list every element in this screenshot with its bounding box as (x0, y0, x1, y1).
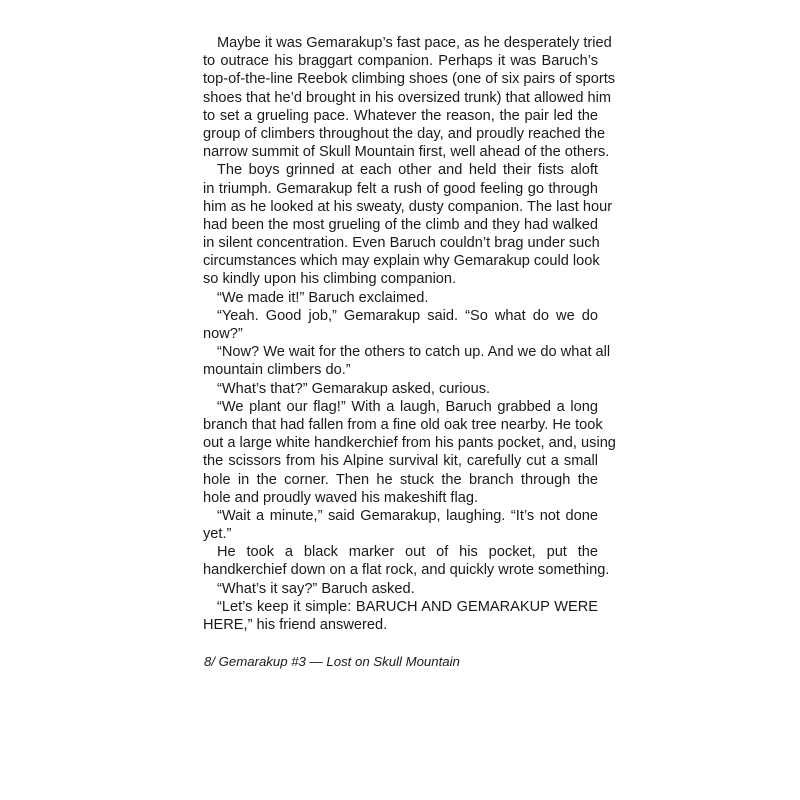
text-line: yet.” (203, 526, 232, 543)
text-line: handkerchief down on a flat rock, and quickly wrote something. (203, 562, 610, 579)
text-line: “We plant our flag!” With a laugh, Baruch grabbed a long (217, 398, 598, 415)
text-line: the scissors from his Alpine survival kit, carefully cut a small (203, 453, 598, 470)
text-line: “Let’s keep it simple: BARUCH AND GEMARAKUP WERE (217, 598, 598, 615)
text-line: out a large white handkerchief from his pants pocket, and, using (203, 435, 616, 452)
text-line: branch that had fallen from a fine old oak tree nearby. He took (203, 416, 603, 433)
text-line: narrow summit of Skull Mountain first, well ahead of the others. (203, 144, 610, 161)
text-line: “Yeah. Good job,” Gemarakup said. “So what do we do (217, 307, 598, 324)
text-line: circumstances which may explain why Gemarakup could look (203, 253, 600, 270)
text-line: mountain climbers do.” (203, 362, 351, 379)
text-line: “Now? We wait for the others to catch up. And we do what all (217, 344, 611, 361)
text-line: in silent concentration. Even Baruch couldn’t brag under such (203, 235, 600, 252)
text-line: to outrace his braggart companion. Perhaps it was Baruch’s (203, 53, 598, 70)
text-line: hole in the corner. Then he stuck the branch through the (203, 471, 598, 488)
text-line: him as he looked at his sweaty, dusty companion. The last hour (203, 198, 613, 215)
text-line: The boys grinned at each other and held their fists aloft (217, 162, 598, 179)
text-line: had been the most grueling of the climb and they had walked (203, 216, 598, 233)
text-line: Maybe it was Gemarakup’s fast pace, as he desperately tried (217, 35, 612, 51)
text-line: so kindly upon his climbing companion. (203, 271, 457, 288)
page-footer: 8/ Gemarakup #3 — Lost on Skull Mountain (204, 654, 460, 669)
text-line: He took a black marker out of his pocket, put the (217, 544, 598, 561)
text-line: hole and proudly waved his makeshift flag. (203, 489, 479, 506)
text-line: “What’s that?” Gemarakup asked, curious. (217, 380, 491, 397)
text-line: HERE,” his friend answered. (203, 617, 388, 633)
text-line: top-of-the-line Reebok climbing shoes (one of six pairs of sports (203, 71, 616, 88)
text-line: in triumph. Gemarakup felt a rush of good feeling go through (203, 180, 598, 197)
text-line: “What’s it say?” Baruch asked. (217, 580, 415, 597)
text-line: “Wait a minute,” said Gemarakup, laughing. “It’s not done (217, 507, 598, 524)
text-line: “We made it!” Baruch exclaimed. (217, 289, 429, 306)
text-line: shoes that he’d brought in his oversized trunk) that allowed him (203, 89, 612, 106)
text-line: now?” (203, 326, 243, 342)
text-line: group of climbers throughout the day, and proudly reached the (203, 125, 606, 142)
text-line: to set a grueling pace. Whatever the reason, the pair led the (203, 107, 598, 124)
page-body (203, 34, 616, 634)
